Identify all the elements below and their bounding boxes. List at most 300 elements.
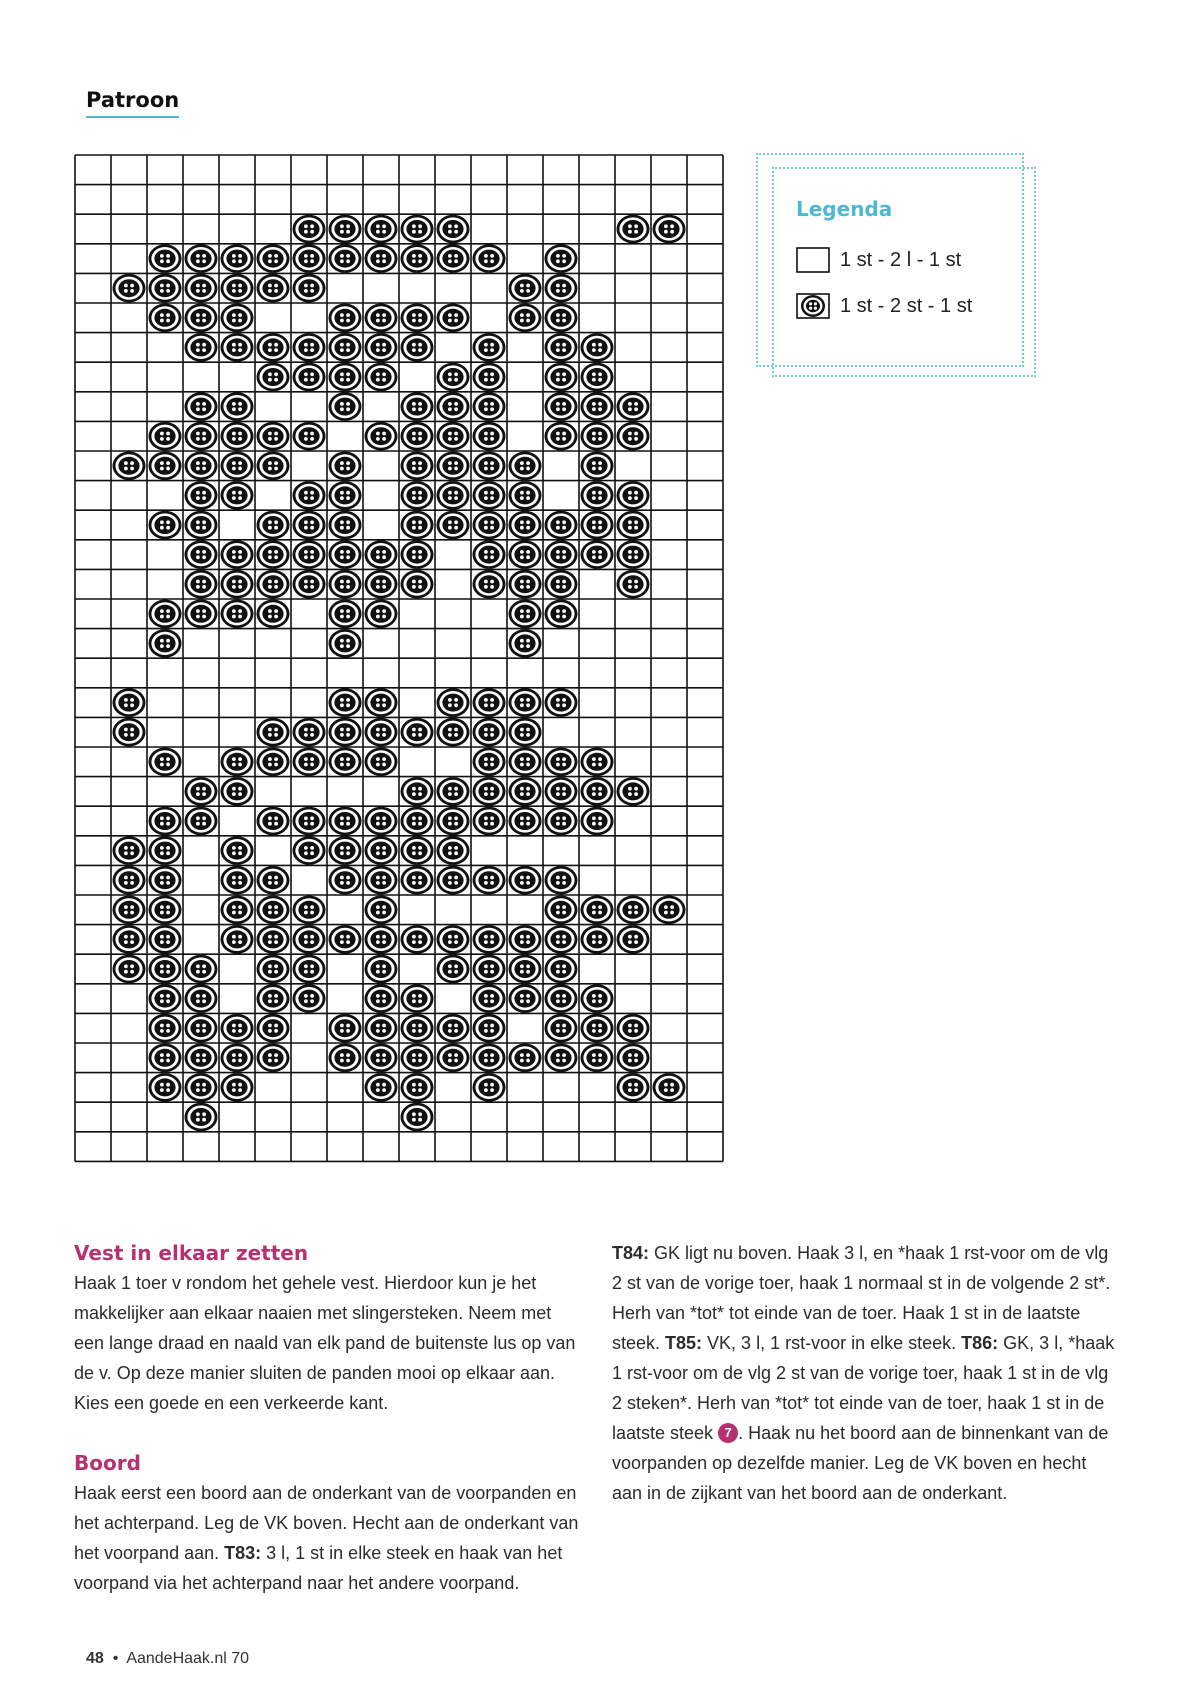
button-stitch-icon bbox=[329, 718, 362, 747]
button-stitch-icon bbox=[401, 215, 434, 244]
page-footer bbox=[86, 1650, 249, 1668]
button-stitch-icon bbox=[509, 511, 542, 540]
button-stitch-icon bbox=[545, 540, 578, 569]
button-stitch-icon bbox=[149, 896, 182, 925]
button-stitch-icon bbox=[796, 293, 830, 319]
button-stitch-icon bbox=[401, 481, 434, 510]
button-stitch-icon bbox=[437, 925, 470, 954]
button-stitch-icon bbox=[149, 955, 182, 984]
button-stitch-icon bbox=[545, 392, 578, 421]
button-stitch-icon bbox=[437, 955, 470, 984]
button-stitch-icon bbox=[545, 274, 578, 303]
button-stitch-icon bbox=[149, 748, 182, 777]
button-stitch-icon bbox=[653, 896, 686, 925]
button-stitch-icon bbox=[221, 777, 254, 806]
button-stitch-icon bbox=[545, 688, 578, 717]
button-stitch-icon bbox=[365, 836, 398, 865]
button-stitch-icon bbox=[365, 363, 398, 392]
button-stitch-icon bbox=[545, 363, 578, 392]
button-stitch-icon bbox=[509, 866, 542, 895]
button-stitch-icon bbox=[329, 363, 362, 392]
button-stitch-icon bbox=[581, 1044, 614, 1073]
button-stitch-icon bbox=[329, 481, 362, 510]
button-stitch-icon bbox=[221, 600, 254, 629]
button-stitch-icon bbox=[617, 570, 650, 599]
button-stitch-icon bbox=[545, 984, 578, 1013]
button-stitch-icon bbox=[545, 600, 578, 629]
button-stitch-icon bbox=[509, 540, 542, 569]
button-stitch-icon bbox=[365, 866, 398, 895]
button-stitch-icon bbox=[509, 304, 542, 333]
button-stitch-icon bbox=[149, 304, 182, 333]
legend-item-chain bbox=[796, 247, 961, 273]
button-stitch-icon bbox=[509, 718, 542, 747]
button-stitch-icon bbox=[401, 540, 434, 569]
button-stitch-icon bbox=[545, 777, 578, 806]
button-stitch-icon bbox=[581, 807, 614, 836]
button-stitch-icon bbox=[545, 925, 578, 954]
button-stitch-icon bbox=[185, 333, 218, 362]
button-stitch-icon bbox=[257, 1014, 290, 1043]
footer-separator: • bbox=[112, 1650, 119, 1667]
button-stitch-icon bbox=[509, 777, 542, 806]
button-stitch-icon bbox=[365, 984, 398, 1013]
button-stitch-icon bbox=[437, 777, 470, 806]
button-stitch-icon bbox=[401, 452, 434, 481]
button-stitch-icon bbox=[185, 452, 218, 481]
button-stitch-icon bbox=[329, 600, 362, 629]
button-stitch-icon bbox=[617, 777, 650, 806]
page-number: 48 bbox=[86, 1650, 104, 1667]
section-text-boord: Haak eerst een boord aan de onderkant van de voorpanden en het achterpand. Leg de VK boven. Hecht aan de onderkant van het voorpand aan. T83: 3 l, 1 st in elke steek en haak van het voorpand via het achterpand naar het andere voorpand. bbox=[74, 1483, 579, 1593]
button-stitch-icon bbox=[257, 333, 290, 362]
magazine-name: AandeHaak.nl 70 bbox=[126, 1650, 250, 1667]
button-stitch-icon bbox=[221, 333, 254, 362]
button-stitch-icon bbox=[293, 570, 326, 599]
button-stitch-icon bbox=[185, 1073, 218, 1102]
button-stitch-icon bbox=[185, 570, 218, 599]
button-stitch-icon bbox=[617, 540, 650, 569]
button-stitch-icon bbox=[329, 244, 362, 273]
button-stitch-icon bbox=[617, 896, 650, 925]
button-stitch-icon bbox=[257, 925, 290, 954]
button-stitch-icon bbox=[509, 955, 542, 984]
button-stitch-icon bbox=[617, 481, 650, 510]
button-stitch-icon bbox=[401, 807, 434, 836]
button-stitch-icon bbox=[329, 511, 362, 540]
button-stitch-icon bbox=[149, 1014, 182, 1043]
button-stitch-icon bbox=[257, 452, 290, 481]
button-stitch-icon bbox=[113, 925, 146, 954]
button-stitch-icon bbox=[365, 1014, 398, 1043]
button-stitch-icon bbox=[365, 422, 398, 451]
button-stitch-icon bbox=[473, 925, 506, 954]
button-stitch-icon bbox=[437, 363, 470, 392]
button-stitch-icon bbox=[293, 511, 326, 540]
button-stitch-icon bbox=[401, 836, 434, 865]
button-stitch-icon bbox=[221, 540, 254, 569]
button-stitch-icon bbox=[365, 807, 398, 836]
button-stitch-icon bbox=[473, 511, 506, 540]
button-stitch-icon bbox=[365, 600, 398, 629]
legend-title: Legenda bbox=[796, 197, 893, 221]
button-stitch-icon bbox=[581, 540, 614, 569]
button-stitch-icon bbox=[545, 570, 578, 599]
button-stitch-icon bbox=[473, 955, 506, 984]
button-stitch-icon bbox=[185, 244, 218, 273]
button-stitch-icon bbox=[437, 1044, 470, 1073]
button-stitch-icon bbox=[437, 688, 470, 717]
button-stitch-icon bbox=[473, 807, 506, 836]
button-stitch-icon bbox=[545, 511, 578, 540]
button-stitch-icon bbox=[257, 363, 290, 392]
button-stitch-icon bbox=[545, 896, 578, 925]
button-stitch-icon bbox=[221, 570, 254, 599]
button-stitch-icon bbox=[149, 600, 182, 629]
button-stitch-icon bbox=[437, 244, 470, 273]
button-stitch-icon bbox=[257, 984, 290, 1013]
button-stitch-icon bbox=[329, 688, 362, 717]
button-stitch-icon bbox=[149, 925, 182, 954]
button-stitch-icon bbox=[293, 540, 326, 569]
button-stitch-icon bbox=[509, 600, 542, 629]
button-stitch-icon bbox=[329, 629, 362, 658]
button-stitch-icon bbox=[581, 925, 614, 954]
button-stitch-icon bbox=[329, 807, 362, 836]
button-stitch-icon bbox=[113, 274, 146, 303]
button-stitch-icon bbox=[149, 984, 182, 1013]
button-stitch-icon bbox=[329, 304, 362, 333]
button-stitch-icon bbox=[545, 304, 578, 333]
button-stitch-icon bbox=[509, 481, 542, 510]
button-stitch-icon bbox=[257, 600, 290, 629]
button-stitch-icon bbox=[149, 866, 182, 895]
button-stitch-icon bbox=[185, 955, 218, 984]
button-stitch-icon bbox=[617, 1073, 650, 1102]
button-stitch-icon bbox=[581, 481, 614, 510]
button-stitch-icon bbox=[509, 748, 542, 777]
button-stitch-icon bbox=[473, 777, 506, 806]
button-stitch-icon bbox=[329, 333, 362, 362]
button-stitch-icon bbox=[149, 452, 182, 481]
button-stitch-icon bbox=[473, 1044, 506, 1073]
button-stitch-icon bbox=[293, 925, 326, 954]
button-stitch-icon bbox=[509, 688, 542, 717]
button-stitch-icon bbox=[581, 452, 614, 481]
button-stitch-icon bbox=[401, 866, 434, 895]
button-stitch-icon bbox=[257, 718, 290, 747]
button-stitch-icon bbox=[293, 955, 326, 984]
button-stitch-icon bbox=[365, 333, 398, 362]
legend-label: 1 st - 2 st - 1 st bbox=[840, 294, 973, 317]
button-stitch-icon bbox=[257, 511, 290, 540]
button-stitch-icon bbox=[113, 955, 146, 984]
button-stitch-icon bbox=[473, 748, 506, 777]
button-stitch-icon bbox=[509, 274, 542, 303]
button-stitch-icon bbox=[545, 244, 578, 273]
button-stitch-icon bbox=[293, 481, 326, 510]
button-stitch-icon bbox=[581, 777, 614, 806]
button-stitch-icon bbox=[437, 807, 470, 836]
button-stitch-icon bbox=[473, 984, 506, 1013]
button-stitch-icon bbox=[149, 244, 182, 273]
button-stitch-icon bbox=[401, 718, 434, 747]
section-text-vest: Haak 1 toer v rondom het gehele vest. Hierdoor kun je het makkelijker aan elkaar naaien met slingersteken. Neem met een lange draad en naald van elk pand de buitenste lus op van de v. Op deze manier sluiten de panden mooi op elkaar aan. Kies een goede en een verkeerde kant. bbox=[74, 1273, 576, 1413]
button-stitch-icon bbox=[149, 511, 182, 540]
button-stitch-icon bbox=[401, 1014, 434, 1043]
button-stitch-icon bbox=[329, 925, 362, 954]
button-stitch-icon bbox=[617, 1044, 650, 1073]
button-stitch-icon bbox=[365, 1073, 398, 1102]
button-stitch-icon bbox=[221, 392, 254, 421]
button-stitch-icon bbox=[617, 925, 650, 954]
button-stitch-icon bbox=[221, 925, 254, 954]
pattern-chart bbox=[74, 154, 736, 1166]
button-stitch-icon bbox=[437, 511, 470, 540]
button-stitch-icon bbox=[617, 422, 650, 451]
button-stitch-icon bbox=[329, 215, 362, 244]
button-stitch-icon bbox=[473, 866, 506, 895]
section-heading-boord: Boord bbox=[74, 1451, 141, 1475]
button-stitch-icon bbox=[473, 392, 506, 421]
button-stitch-icon bbox=[293, 333, 326, 362]
button-stitch-icon bbox=[329, 570, 362, 599]
button-stitch-icon bbox=[185, 540, 218, 569]
button-stitch-icon bbox=[473, 363, 506, 392]
button-stitch-icon bbox=[293, 244, 326, 273]
button-stitch-icon bbox=[401, 1044, 434, 1073]
button-stitch-icon bbox=[617, 392, 650, 421]
button-stitch-icon bbox=[185, 274, 218, 303]
button-stitch-icon bbox=[545, 866, 578, 895]
button-stitch-icon bbox=[257, 570, 290, 599]
button-stitch-icon bbox=[293, 984, 326, 1013]
button-stitch-icon bbox=[437, 422, 470, 451]
legend-item-button bbox=[796, 293, 972, 319]
button-stitch-icon bbox=[293, 748, 326, 777]
button-stitch-icon bbox=[329, 452, 362, 481]
button-stitch-icon bbox=[473, 333, 506, 362]
button-stitch-icon bbox=[473, 718, 506, 747]
button-stitch-icon bbox=[437, 836, 470, 865]
button-stitch-icon bbox=[437, 392, 470, 421]
button-stitch-icon bbox=[401, 1103, 434, 1132]
button-stitch-icon bbox=[365, 215, 398, 244]
button-stitch-icon bbox=[293, 215, 326, 244]
button-stitch-icon bbox=[401, 570, 434, 599]
button-stitch-icon bbox=[185, 304, 218, 333]
button-stitch-icon bbox=[509, 984, 542, 1013]
button-stitch-icon bbox=[329, 748, 362, 777]
button-stitch-icon bbox=[545, 422, 578, 451]
button-stitch-icon bbox=[257, 244, 290, 273]
right-column bbox=[612, 1238, 1120, 1508]
button-stitch-icon bbox=[437, 1014, 470, 1043]
button-stitch-icon bbox=[293, 274, 326, 303]
button-stitch-icon bbox=[473, 1014, 506, 1043]
button-stitch-icon bbox=[365, 748, 398, 777]
button-stitch-icon bbox=[185, 1044, 218, 1073]
button-stitch-icon bbox=[545, 748, 578, 777]
left-column bbox=[74, 1238, 582, 1598]
button-stitch-icon bbox=[293, 363, 326, 392]
button-stitch-icon bbox=[437, 481, 470, 510]
button-stitch-icon bbox=[365, 688, 398, 717]
button-stitch-icon bbox=[221, 274, 254, 303]
button-stitch-icon bbox=[509, 807, 542, 836]
button-stitch-icon bbox=[365, 718, 398, 747]
button-stitch-icon bbox=[113, 866, 146, 895]
button-stitch-icon bbox=[221, 866, 254, 895]
button-stitch-icon bbox=[149, 1073, 182, 1102]
button-stitch-icon bbox=[293, 807, 326, 836]
button-stitch-icon bbox=[545, 955, 578, 984]
button-stitch-icon bbox=[185, 481, 218, 510]
button-stitch-icon bbox=[329, 1014, 362, 1043]
button-stitch-icon bbox=[257, 896, 290, 925]
button-stitch-icon bbox=[473, 422, 506, 451]
button-stitch-icon bbox=[221, 244, 254, 273]
button-stitch-icon bbox=[113, 452, 146, 481]
button-stitch-icon bbox=[221, 836, 254, 865]
button-stitch-icon bbox=[401, 925, 434, 954]
button-stitch-icon bbox=[581, 984, 614, 1013]
button-stitch-icon bbox=[581, 1014, 614, 1043]
button-stitch-icon bbox=[509, 629, 542, 658]
button-stitch-icon bbox=[365, 1044, 398, 1073]
button-stitch-icon bbox=[437, 866, 470, 895]
button-stitch-icon bbox=[365, 244, 398, 273]
button-stitch-icon bbox=[221, 1073, 254, 1102]
button-stitch-icon bbox=[257, 1044, 290, 1073]
legend-box bbox=[756, 153, 1024, 367]
button-stitch-icon bbox=[365, 955, 398, 984]
button-stitch-icon bbox=[149, 629, 182, 658]
button-stitch-icon bbox=[401, 422, 434, 451]
button-stitch-icon bbox=[257, 807, 290, 836]
button-stitch-icon bbox=[509, 925, 542, 954]
button-stitch-icon bbox=[113, 718, 146, 747]
button-stitch-icon bbox=[185, 1014, 218, 1043]
button-stitch-icon bbox=[545, 333, 578, 362]
button-stitch-icon bbox=[545, 1014, 578, 1043]
button-stitch-icon bbox=[113, 688, 146, 717]
button-stitch-icon bbox=[401, 244, 434, 273]
button-stitch-icon bbox=[221, 1014, 254, 1043]
button-stitch-icon bbox=[293, 896, 326, 925]
page-title: Patroon bbox=[86, 88, 179, 118]
button-stitch-icon bbox=[401, 1073, 434, 1102]
button-stitch-icon bbox=[185, 807, 218, 836]
button-stitch-icon bbox=[581, 363, 614, 392]
button-stitch-icon bbox=[293, 836, 326, 865]
button-stitch-icon bbox=[257, 748, 290, 777]
button-stitch-icon bbox=[617, 511, 650, 540]
button-stitch-icon bbox=[401, 392, 434, 421]
button-stitch-icon bbox=[113, 836, 146, 865]
button-stitch-icon bbox=[329, 836, 362, 865]
button-stitch-icon bbox=[149, 1044, 182, 1073]
button-stitch-icon bbox=[365, 540, 398, 569]
button-stitch-icon bbox=[581, 748, 614, 777]
button-stitch-icon bbox=[401, 984, 434, 1013]
button-stitch-icon bbox=[545, 807, 578, 836]
button-stitch-icon bbox=[365, 570, 398, 599]
button-stitch-icon bbox=[113, 896, 146, 925]
button-stitch-icon bbox=[509, 452, 542, 481]
button-stitch-icon bbox=[221, 304, 254, 333]
button-stitch-icon bbox=[653, 215, 686, 244]
button-stitch-icon bbox=[329, 392, 362, 421]
empty-square-icon bbox=[796, 247, 830, 273]
button-stitch-icon bbox=[653, 1073, 686, 1102]
button-stitch-icon bbox=[473, 540, 506, 569]
button-stitch-icon bbox=[329, 866, 362, 895]
button-stitch-icon bbox=[257, 540, 290, 569]
button-stitch-icon bbox=[149, 807, 182, 836]
button-stitch-icon bbox=[581, 422, 614, 451]
button-stitch-icon bbox=[329, 540, 362, 569]
button-stitch-icon bbox=[581, 896, 614, 925]
button-stitch-icon bbox=[617, 1014, 650, 1043]
button-stitch-icon bbox=[509, 570, 542, 599]
button-stitch-icon bbox=[293, 422, 326, 451]
button-stitch-icon bbox=[545, 1044, 578, 1073]
button-stitch-icon bbox=[581, 333, 614, 362]
button-stitch-icon bbox=[185, 777, 218, 806]
button-stitch-icon bbox=[401, 304, 434, 333]
button-stitch-icon bbox=[473, 481, 506, 510]
button-stitch-icon bbox=[473, 452, 506, 481]
button-stitch-icon bbox=[293, 718, 326, 747]
button-stitch-icon bbox=[365, 304, 398, 333]
button-stitch-icon bbox=[185, 1103, 218, 1132]
button-stitch-icon bbox=[221, 452, 254, 481]
button-stitch-icon bbox=[149, 422, 182, 451]
button-stitch-icon bbox=[581, 392, 614, 421]
button-stitch-icon bbox=[473, 1073, 506, 1102]
button-stitch-icon bbox=[437, 215, 470, 244]
button-stitch-icon bbox=[401, 333, 434, 362]
button-stitch-icon bbox=[221, 748, 254, 777]
button-stitch-icon bbox=[257, 955, 290, 984]
button-stitch-icon bbox=[437, 452, 470, 481]
button-stitch-icon bbox=[221, 422, 254, 451]
button-stitch-icon bbox=[185, 984, 218, 1013]
button-stitch-icon bbox=[257, 274, 290, 303]
button-stitch-icon bbox=[473, 244, 506, 273]
button-stitch-icon bbox=[437, 718, 470, 747]
button-stitch-icon bbox=[473, 688, 506, 717]
button-stitch-icon bbox=[509, 1044, 542, 1073]
button-stitch-icon bbox=[221, 1044, 254, 1073]
button-stitch-icon bbox=[365, 896, 398, 925]
button-stitch-icon bbox=[581, 511, 614, 540]
button-stitch-icon bbox=[185, 392, 218, 421]
section-heading-vest: Vest in elkaar zetten bbox=[74, 1241, 309, 1265]
button-stitch-icon bbox=[473, 570, 506, 599]
button-stitch-icon bbox=[257, 866, 290, 895]
button-stitch-icon bbox=[329, 1044, 362, 1073]
button-stitch-icon bbox=[149, 836, 182, 865]
button-stitch-icon bbox=[401, 511, 434, 540]
button-stitch-icon bbox=[365, 925, 398, 954]
section-text-boord-continued: T84: GK ligt nu boven. Haak 3 l, en *haak 1 rst-voor om de vlg 2 st van de vorige toer, haak 1 normaal st in de volgende 2 st*. Herh van *tot* tot einde van de toer. Haak 1 st in de laatste steek. T85: VK, 3 l, 1 rst-voor in elke steek. T86: GK, 3 l, *haak 1 rst-voor om de vlg 2 st van de vorige toer, haak 1 st in de vlg 2 steken*. Herh van *tot* tot einde van de toer, haak 1 st in de laatste steek 7 . Haak nu het boord aan de binnenkant van de voorpanden op dezelfde manier. Leg de VK boven en hecht aan in de zijkant van het boord aan de onderkant. bbox=[612, 1243, 1115, 1503]
button-stitch-icon bbox=[437, 304, 470, 333]
button-stitch-icon bbox=[185, 600, 218, 629]
step-number-badge: 7 bbox=[718, 1423, 738, 1443]
button-stitch-icon bbox=[185, 511, 218, 540]
